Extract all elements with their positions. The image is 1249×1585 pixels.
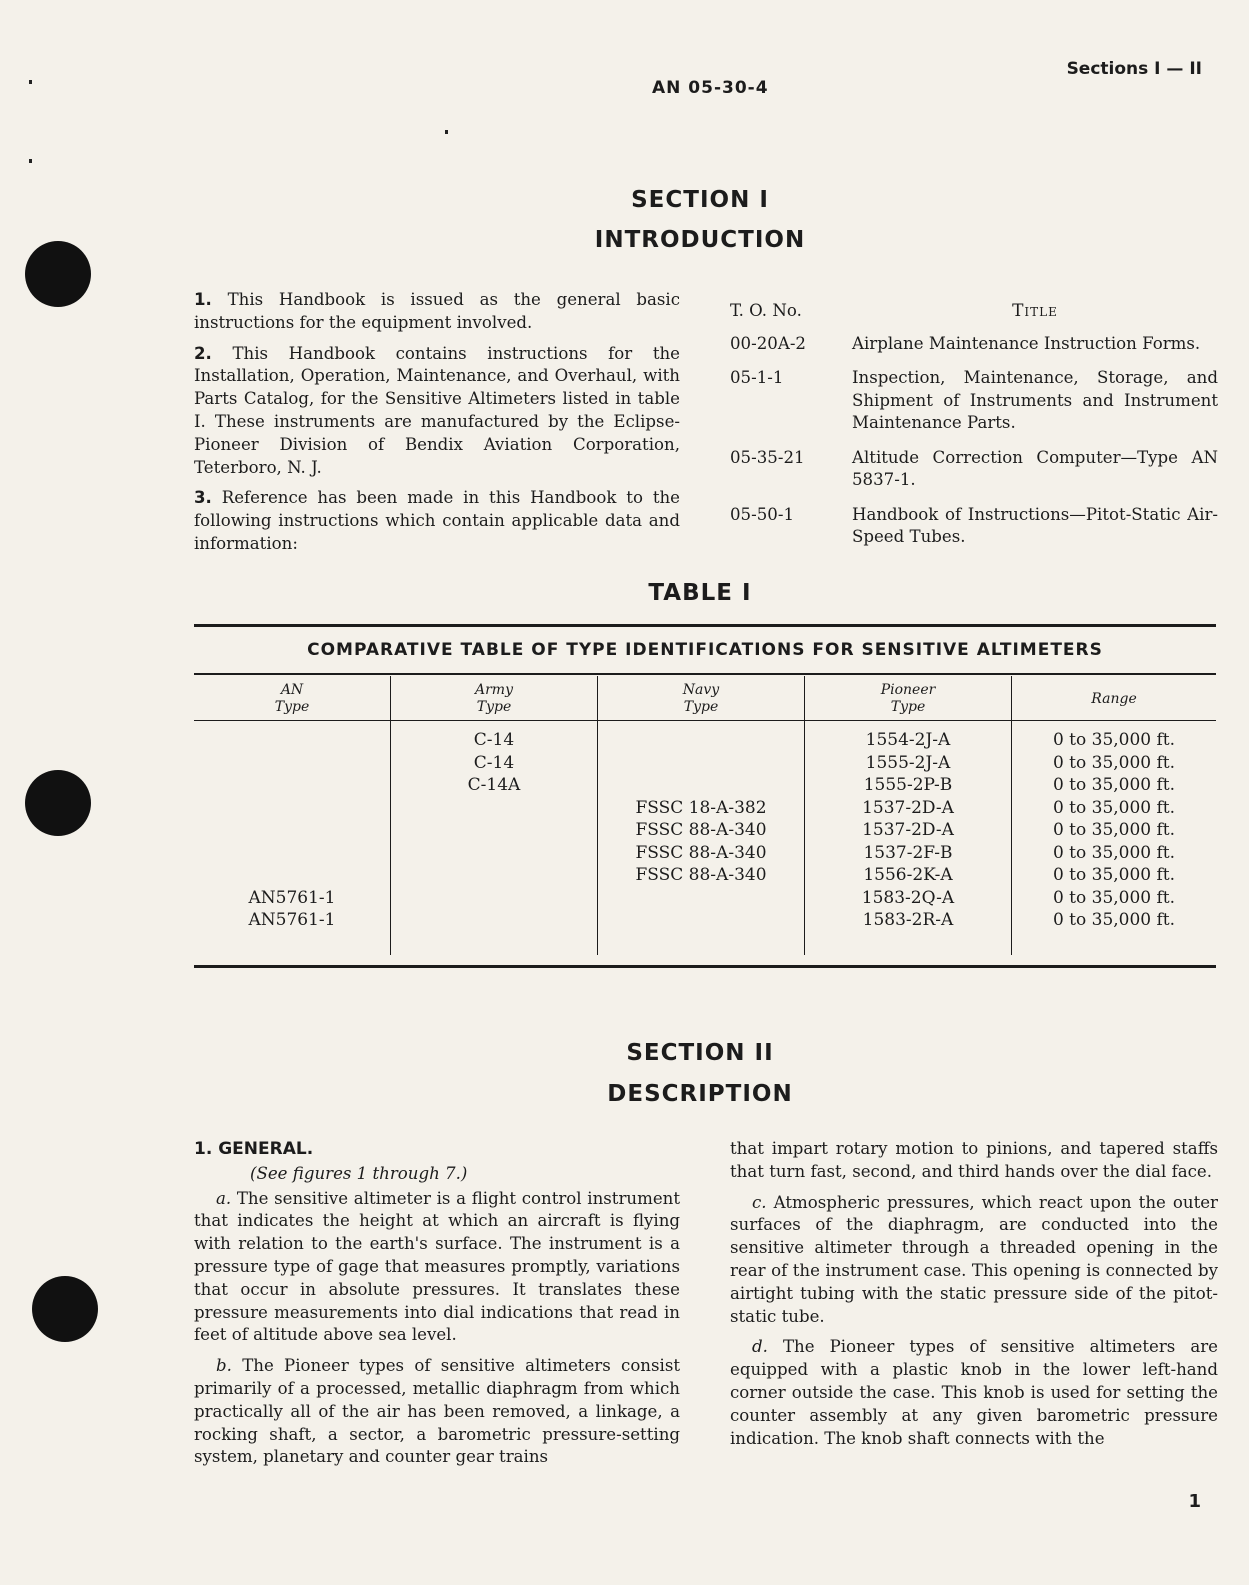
col-header-army: Army Type xyxy=(391,676,598,721)
to-number-header: T. O. No. xyxy=(730,301,802,320)
to-row: 00-20A-2 Airplane Maintenance Instruction Forms. xyxy=(730,333,1201,353)
speck xyxy=(29,159,32,163)
para-1: 1. This Handbook is issued as the general basic instructions for the equipment involved. xyxy=(194,290,680,332)
para-a: a. The sensitive altimeter is a flight control instrument that indicates the height at which an aircraft is flying with relation to the earth's surface. The instrument is a pressure type of gage that measures promptly, variations that occur in absolute pressures. It translates these pressure measurements into dial indications that read in feet of altitude above sea level. xyxy=(194,1188,680,1345)
see-figures-note: (See figures 1 through 7.) xyxy=(250,1163,468,1183)
col-header-an: AN Type xyxy=(194,676,391,721)
navy-type-column: FSSC 18-A-382 FSSC 88-A-340 FSSC 88-A-340 FSSC 88-A-340 xyxy=(598,721,805,956)
para-3: 3. Reference has been made in this Handbook to the following instructions which contain applicable data and information: xyxy=(194,488,680,553)
table-1-caption: COMPARATIVE TABLE OF TYPE IDENTIFICATIONS FOR SENSITIVE ALTIMETERS xyxy=(307,640,1103,660)
binder-hole-middle xyxy=(25,770,91,836)
col-header-navy: Navy Type xyxy=(598,676,805,721)
to-reference-list xyxy=(730,300,1218,561)
range-column: 0 to 35,000 ft. 0 to 35,000 ft. 0 to 35,000 ft. 0 to 35,000 ft. 0 to 35,000 ft. 0 to 35,000 ft. 0 to 35,000 ft. 0 to 35,000 ft. 0 to 35,000 ft. xyxy=(1012,721,1217,956)
title-header: Title xyxy=(1012,301,1058,321)
section-2-right-column xyxy=(730,1138,1218,1458)
para-b-continued: that impart rotary motion to pinions, and tapered staffs that turn fast, second, and third hands over the dial face. xyxy=(730,1139,1218,1181)
table-top-rule xyxy=(194,624,1216,627)
binder-hole-bottom xyxy=(32,1276,98,1342)
to-row: 05-1-1 Inspection, Maintenance, Storage, and Shipment of Instruments and Instrument Maintenance Parts. xyxy=(730,368,1218,432)
table-header-rule xyxy=(194,673,1216,675)
section-1-text xyxy=(194,289,680,564)
page-number: 1 xyxy=(1188,1491,1201,1512)
an-type-column: AN5761-1 AN5761-1 xyxy=(248,887,336,930)
to-row: 05-50-1 Handbook of Instructions—Pitot-Static Air-Speed Tubes. xyxy=(730,504,1218,546)
to-list-header xyxy=(730,300,1218,323)
army-type-column: C-14 C-14 C-14A xyxy=(391,721,598,956)
general-heading: 1. GENERAL. xyxy=(194,1139,314,1159)
para-c: c. Atmospheric pressures, which react upon the outer surfaces of the diaphragm, are conducted into the sensitive altimeter through a threaded opening in the rear of the instrument case. This opening is connected by airtight tubing with the static pressure side of the pitot-static tube. xyxy=(730,1192,1218,1326)
para-b: b. The Pioneer types of sensitive altimeters consist primarily of a processed, metallic diaphragm from which practically all of the air has been removed, a linkage, a rocking shaft, a sector, a barometric pressure-setting system, planetary and counter gear trains xyxy=(194,1356,680,1467)
para-2: 2. This Handbook contains instructions for the Installation, Operation, Maintenance, and Overhaul, with Parts Catalog, for the Sensitive Altimeters listed in table I. These instruments are manufactured by the Eclipse-Pioneer Division of Bendix Aviation Corporation, Teterboro, N. J. xyxy=(194,343,680,477)
to-row: 05-35-21 Altitude Correction Computer—Type AN 5837-1. xyxy=(730,447,1218,489)
speck xyxy=(29,80,32,84)
table-body xyxy=(194,721,1216,956)
document-number: AN 05-30-4 xyxy=(652,78,769,98)
section-2-title: SECTION II xyxy=(626,1040,774,1066)
section-2-left-column xyxy=(194,1138,680,1477)
para-d: d. The Pioneer types of sensitive altimeters are equipped with a plastic knob in the lower left-hand corner outside the case. This knob is used for setting the counter assembly at any given barometric pressure indication. The knob shaft connects with the xyxy=(730,1337,1218,1448)
type-identification-table xyxy=(194,676,1216,955)
section-2-subtitle: DESCRIPTION xyxy=(607,1081,793,1107)
col-header-range: Range xyxy=(1012,676,1217,721)
section-1-title: SECTION I xyxy=(631,187,769,213)
table-1-title: TABLE I xyxy=(648,580,752,606)
sections-label: Sections I — II xyxy=(1066,59,1202,79)
col-header-pioneer: Pioneer Type xyxy=(805,676,1012,721)
section-1-subtitle: INTRODUCTION xyxy=(594,227,806,253)
speck xyxy=(445,130,448,134)
pioneer-type-column: 1554-2J-A 1555-2J-A 1555-2P-B 1537-2D-A 1537-2D-A 1537-2F-B 1556-2K-A 1583-2Q-A 1583-2R-A xyxy=(805,721,1012,956)
table-bottom-rule xyxy=(194,965,1216,968)
